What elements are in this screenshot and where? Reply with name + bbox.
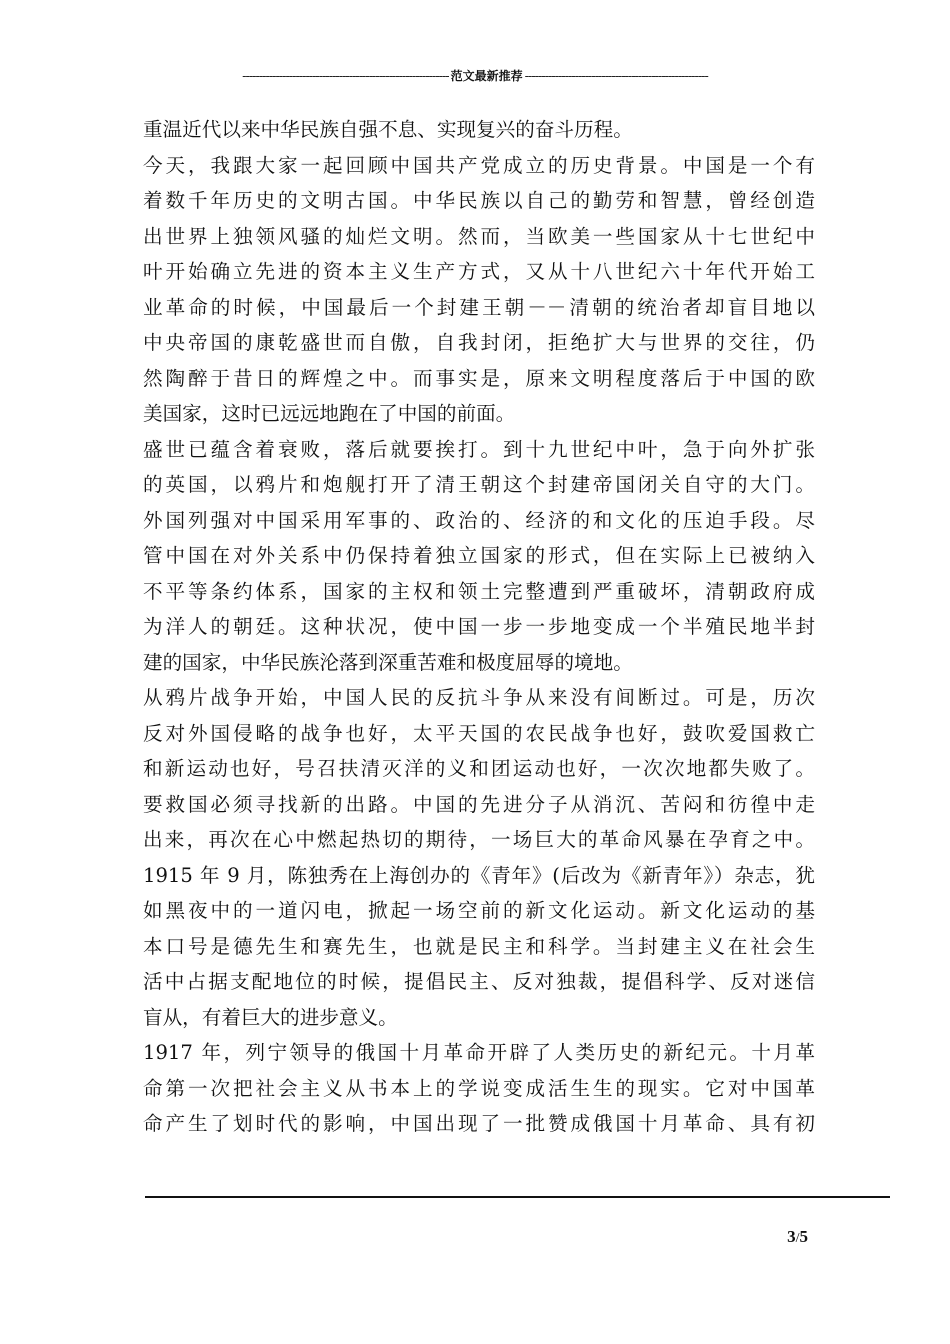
text-line: 业革命的时候，中国最后一个封建王朝－－清朝的统治者却盲目地以	[143, 295, 815, 319]
text-line: 中央帝国的康乾盛世而自傲，自我封闭，拒绝扩大与世界的交往，仍	[143, 331, 815, 354]
text-line: 出来，再次在心中燃起热切的期待，一场巨大的革命风暴在孕育之中。	[143, 828, 815, 851]
text-line: 重温近代以来中华民族自强不息、实现复兴的奋斗历程。	[143, 118, 633, 141]
text-line: 活中占据支配地位的时候，提倡民主、反对独裁，提倡科学、反对迷信	[143, 970, 815, 993]
text-line: 和新运动也好，号召扶清灭洋的义和团运动也好，一次次地都失败了。	[143, 757, 815, 780]
text-line: 命第一次把社会主义从书本上的学说变成活生生的现实。它对中国革	[143, 1076, 815, 1100]
header-title: 范文最新推荐	[450, 69, 523, 83]
text-line: 出世界上独领风骚的灿烂文明。然而，当欧美一些国家从十七世纪中	[143, 224, 815, 248]
text-line: 反对外国侵略的战争也好，太平天国的农民战争也好，鼓吹爱国救亡	[143, 721, 815, 745]
text-line: 管中国在对外关系中仍保持着独立国家的形式，但在实际上已被纳入	[143, 544, 815, 567]
header-dashes-right: -------------------------------------------------------	[524, 69, 708, 83]
text-line: 1917 年，列宁领导的俄国十月革命开辟了人类历史的新纪元。十月革	[143, 1041, 815, 1064]
text-line: 如黑夜中的一道闪电，掀起一场空前的新文化运动。新文化运动的基	[143, 899, 815, 922]
page-separator: /	[795, 1231, 800, 1246]
text-line: 从鸦片战争开始，中国人民的反抗斗争从来没有间断过。可是，历次	[143, 686, 815, 709]
text-line: 外国列强对中国采用军事的、政治的、经济的和文化的压迫手段。尽	[143, 508, 815, 532]
text-line: 命产生了划时代的影响，中国出现了一批赞成俄国十月革命、具有初	[143, 1112, 815, 1135]
footer-rule	[145, 1196, 890, 1198]
text-line: 然陶醉于昔日的辉煌之中。而事实是，原来文明程度落后于中国的欧	[143, 366, 815, 390]
text-line: 建的国家，中华民族沦落到深重苦难和极度屈辱的境地。	[143, 650, 633, 674]
body-text	[143, 112, 815, 1142]
text-line: 的英国，以鸦片和炮舰打开了清王朝这个封建帝国闭关自守的大门。	[143, 473, 815, 496]
text-line: 今天，我跟大家一起回顾中国共产党成立的历史背景。中国是一个有	[143, 153, 815, 177]
text-line: 盛世已蕴含着衰败，落后就要挨打。到十九世纪中叶，急于向外扩张	[143, 437, 815, 461]
text-line: 盲从，有着巨大的进步意义。	[143, 1005, 398, 1029]
text-line: 叶开始确立先进的资本主义生产方式，又从十八世纪六十年代开始工	[143, 260, 815, 283]
header-dashes-left: --------------------------------------------------------------	[242, 69, 449, 83]
page-number	[760, 1227, 808, 1247]
text-line: 着数千年历史的文明古国。中华民族以自己的勤劳和智慧，曾经创造	[143, 189, 815, 212]
page-total: 5	[799, 1227, 808, 1246]
page-header	[145, 68, 805, 84]
text-line: 美国家，这时已远远地跑在了中国的前面。	[143, 402, 516, 425]
text-line: 不平等条约体系，国家的主权和领土完整遭到严重破坏，清朝政府成	[143, 579, 815, 603]
text-line: 1915 年 9 月，陈独秀在上海创办的《青年》(后改为《新青年》）杂志，犹	[143, 863, 815, 887]
text-line: 本口号是德先生和赛先生，也就是民主和科学。当封建主义在社会生	[143, 934, 815, 958]
text-line: 要救国必须寻找新的出路。中国的先进分子从消沉、苦闷和彷徨中走	[143, 792, 815, 816]
text-line: 为洋人的朝廷。这种状况，使中国一步一步地变成一个半殖民地半封	[143, 615, 815, 638]
page-current: 3	[787, 1227, 796, 1246]
